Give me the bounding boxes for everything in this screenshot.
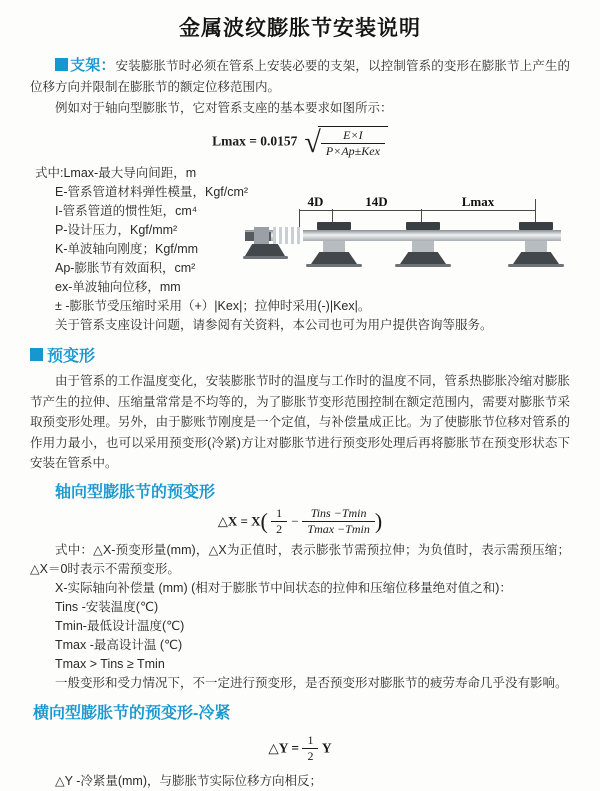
- lmax-formula-lhs: Lmax = 0.0157: [212, 133, 298, 149]
- support-intro-text: 安装膨胀节时必须在管系上安装必要的支架，以控制管系的变形在膨胀节上产生的位移方向并限制在膨胀节的额定位移范围内。: [30, 59, 570, 94]
- radical-sign-icon: √: [304, 125, 321, 159]
- close-paren: ): [374, 508, 383, 533]
- section-bullet-icon: [55, 58, 68, 71]
- pipe-guide-support-icon: [306, 222, 362, 270]
- support-intro-paragraph: [30, 55, 570, 98]
- pipe-support-diagram: [245, 196, 565, 288]
- definition-line: 式中:Lmax-最大导向间距，m: [35, 166, 197, 180]
- support-section-heading: 支架：: [70, 57, 116, 74]
- dimension-label-4d: 4D: [299, 195, 332, 209]
- definition-line: ex-单波轴向位移，mm: [55, 280, 181, 294]
- predeform-body-paragraph: 由于管系的工作温度变化，安装膨胀节时的温度与工作时的温度不同，管系热膨胀冷缩对膨胀节产生的拉伸、压缩量常常是不均等的，为了膨胀节变形范围控制在额定范围内，需要对膨胀节采取预变形处理。另外，由于膨账节刚度是一个定值，与补偿量成正比。为了使膨胀节位移对管系的作用力最小，也可以采用预变形(冷紧)方让对膨胀节进行预变形处理后再将膨胀节在预变形状态下安装在管系中。: [30, 374, 570, 470]
- minus-sign: −: [290, 513, 300, 528]
- pipe-guide-support-icon: [508, 222, 564, 270]
- definition-line: Ap-膨胀节有效面积，cm²: [55, 261, 196, 275]
- dimension-label-14d: 14D: [332, 195, 421, 209]
- dimension-label-lmax: Lmax: [421, 195, 535, 209]
- definition-line: K-单波轴向刚度；Kgf/mm: [55, 242, 199, 256]
- axial-note: Tmax > Tins ≥ Tmin: [55, 656, 165, 671]
- lateral-formula: [30, 733, 570, 764]
- lmax-formula: [30, 126, 570, 159]
- sqrt-radical: [304, 126, 387, 159]
- axial-formula-lhs: △X = X: [217, 513, 261, 528]
- open-paren: (: [260, 508, 268, 533]
- axial-note: Tmax -最高设计温 (℃): [55, 637, 183, 652]
- definition-line: I-管系管道的惯性矩，cm⁴: [55, 204, 198, 218]
- lmax-formula-denominator: P×Ap±Kex: [321, 143, 385, 159]
- definition-line: ± -膨胀节受压缩时采用（+）|Kex|；拉伸时采用(-)|Kex|。: [55, 299, 371, 313]
- definition-line: E-管系管道材料弹性模量，Kgf/cm²: [55, 185, 249, 199]
- lateral-subheading: 横向型膨胀节的预变形-冷紧: [33, 704, 231, 722]
- lateral-formula-rhs: Y: [321, 740, 332, 755]
- dimension-line: [299, 210, 536, 211]
- section-bullet-icon: [30, 348, 43, 361]
- axial-note: X-实际轴向补偿量 (mm) (相对于膨胀节中间状态的拉伸和压缩位移量绝对值之和)：: [55, 580, 512, 595]
- one-half-fraction: $\frac{1}{2}$: [271, 506, 287, 537]
- predeform-section-heading: [30, 343, 570, 366]
- definitions-block: [30, 164, 570, 335]
- definition-line: P-设计压力，Kgf/mm²: [55, 223, 178, 237]
- axial-note: Tins -安装温度(℃): [55, 599, 159, 614]
- axial-note: 一般变形和受力情况下，不一定进行预变形，是否预变形对膨胀节的疲劳寿命几乎没有影响。: [55, 675, 568, 690]
- axial-subheading: 轴向型膨胀节的预变形: [55, 483, 216, 501]
- one-half-fraction: $\frac{1}{2}$: [302, 733, 318, 764]
- axial-note: 式中：△X-预变形量(mm)，△X为正值时，表示膨张节需预拉伸；为负值时，表示需预压缩；△X＝0时表示不需预变形。: [30, 542, 570, 576]
- lateral-note: △Y -冷紧量(mm)，与膨胀节实际位移方向相反；: [55, 773, 323, 788]
- temperature-fraction: $\frac{\text{Tins −Tmin}}{Tmax -Tmin}$: [302, 506, 374, 537]
- anchor-support-icon: [245, 226, 289, 272]
- axial-formula: [30, 506, 570, 537]
- support-example-line: 例如对于轴向型膨胀节，它对管系支座的基本要求如图所示：: [55, 101, 393, 115]
- axial-note: Tmin-最低设计温度(℃): [55, 618, 185, 633]
- pipe-guide-support-icon: [395, 222, 451, 270]
- lmax-formula-numerator: E×I: [343, 128, 363, 142]
- predeform-heading-text: 预变形: [47, 348, 96, 365]
- lateral-formula-lhs: △Y =: [268, 740, 300, 755]
- document-title: 金属波纹膨胀节安装说明: [179, 17, 421, 40]
- definition-line: 关于管系支座设计问题，请参阅有关资料，本公司也可为用户提供咨询等服务。: [55, 318, 493, 332]
